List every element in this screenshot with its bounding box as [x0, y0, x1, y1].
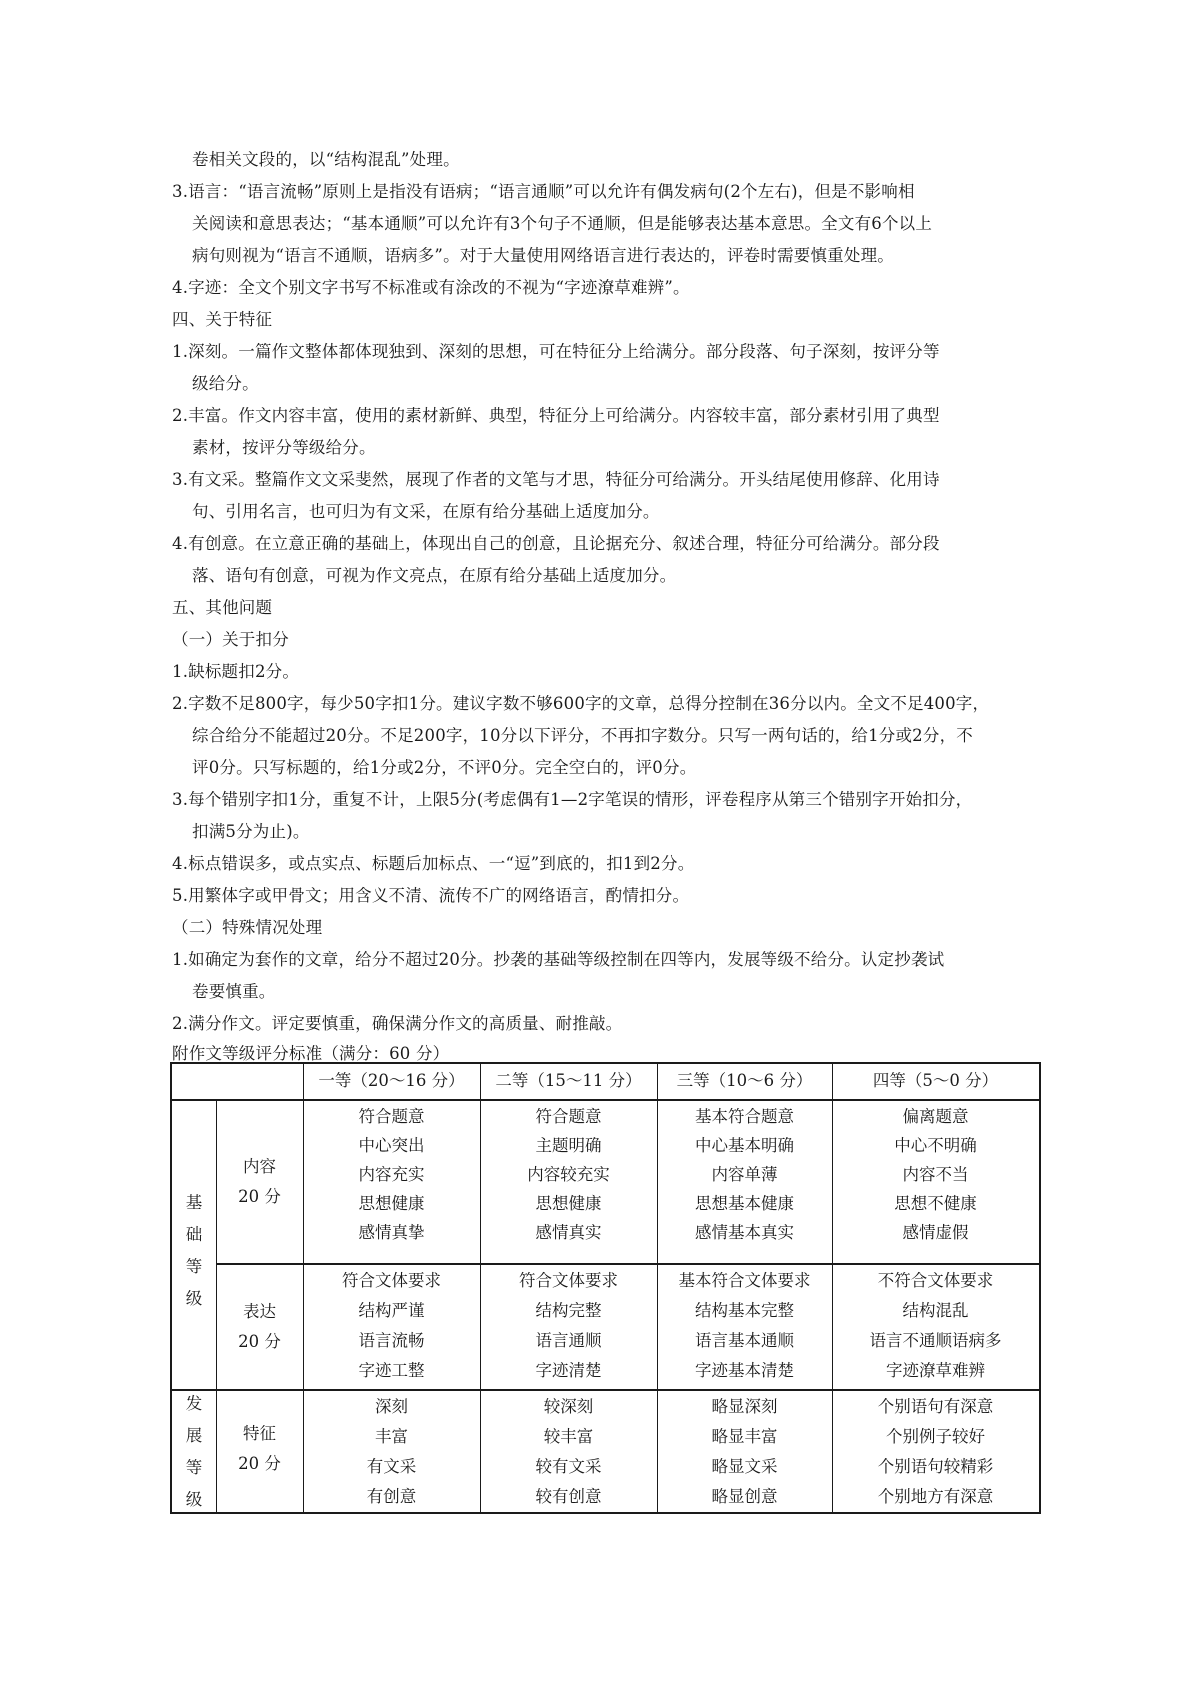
- criteria-item: 字迹基本清楚: [695, 1361, 794, 1380]
- table-caption: 附作文等级评分标准（满分：60 分）: [172, 1044, 450, 1063]
- text-line: 落、语句有创意，可视为作文亮点，在原有给分基础上适度加分。: [192, 566, 677, 585]
- subsection-heading: （二）特殊情况处理: [172, 918, 323, 937]
- criteria-item: 较有创意: [535, 1487, 602, 1506]
- group-label-basic: [174, 1187, 214, 1315]
- criteria-cell: [303, 1392, 480, 1512]
- criteria-item: 感情虚假: [902, 1223, 969, 1242]
- criteria-item: 字迹清楚: [535, 1361, 602, 1380]
- section-heading: 四、关于特征: [172, 310, 273, 329]
- table-divider: [172, 1389, 1039, 1391]
- text-line: 2.字数不足800字，每少50字扣1分。建议字数不够600字的文章，总得分控制在36分以内。全文不足400字，: [172, 694, 990, 713]
- row-label-score: 20 分: [238, 1332, 281, 1351]
- text-line: 2.丰富。作文内容丰富，使用的素材新鲜、典型，特征分上可给满分。内容较丰富，部分素材引用了典型: [172, 406, 940, 425]
- criteria-item: 中心突出: [358, 1136, 425, 1155]
- row-label-score: 20 分: [238, 1187, 281, 1206]
- header-grade-4: 四等（5～0 分）: [872, 1071, 999, 1090]
- text-line: 4.标点错误多，或点实点、标题后加标点、一“逗”到底的，扣1到2分。: [172, 854, 695, 873]
- text-line: 2.满分作文。评定要慎重，确保满分作文的高质量、耐推敲。: [172, 1014, 623, 1033]
- text-line: 3.有文采。整篇作文文采斐然，展现了作者的文笔与才思，特征分可给满分。开头结尾使用修辞、化用诗: [172, 470, 940, 489]
- row-label-content: [216, 1152, 303, 1212]
- row-label-text: 内容: [243, 1157, 276, 1176]
- criteria-cell: [657, 1392, 832, 1512]
- group-char: 等: [185, 1257, 203, 1276]
- header-grade-2: 二等（15～11 分）: [495, 1071, 642, 1090]
- criteria-item: 语言通顺: [535, 1331, 602, 1350]
- criteria-item: 有文采: [366, 1457, 417, 1476]
- row-label-text: 特征: [243, 1424, 276, 1443]
- criteria-item: 略显文采: [711, 1457, 778, 1476]
- criteria-item: 内容较充实: [527, 1165, 610, 1184]
- row-label-score: 20 分: [238, 1454, 281, 1473]
- criteria-cell: [480, 1266, 657, 1386]
- row-label-feature: [216, 1419, 303, 1479]
- text-line: 关阅读和意思表达；“基本通顺”可以允许有3个句子不通顺，但是能够表达基本意思。全文有6个以上: [192, 214, 933, 233]
- text-line: 卷相关文段的，以“结构混乱”处理。: [192, 150, 460, 169]
- criteria-cell: [657, 1266, 832, 1386]
- text-line: 级给分。: [192, 374, 259, 393]
- criteria-item: 语言流畅: [358, 1331, 425, 1350]
- text-line: 卷要慎重。: [192, 982, 276, 1001]
- row-label-expression: [216, 1297, 303, 1357]
- group-char: 础: [185, 1225, 203, 1244]
- criteria-item: 基本符合文体要求: [678, 1271, 811, 1290]
- criteria-cell: [480, 1392, 657, 1512]
- row-label-text: 表达: [243, 1302, 276, 1321]
- criteria-item: 字迹潦草难辨: [886, 1361, 985, 1380]
- criteria-item: 符合题意: [358, 1107, 425, 1126]
- criteria-cell: [832, 1102, 1039, 1247]
- criteria-cell: [657, 1102, 832, 1247]
- criteria-item: 结构严谨: [358, 1301, 425, 1320]
- text-line: 3.每个错别字扣1分，重复不计，上限5分(考虑偶有1—2字笔误的情形，评卷程序从第三个错别字开始扣分，: [172, 790, 973, 809]
- grading-table: [170, 1062, 1041, 1514]
- criteria-item: 内容单薄: [711, 1165, 778, 1184]
- criteria-item: 略显创意: [711, 1487, 778, 1506]
- criteria-item: 较丰富: [543, 1427, 594, 1446]
- criteria-item: 字迹工整: [358, 1361, 425, 1380]
- criteria-item: 感情真挚: [358, 1223, 425, 1242]
- text-line: 1.如确定为套作的文章，给分不超过20分。抄袭的基础等级控制在四等内，发展等级不给分。认定抄袭试: [172, 950, 945, 969]
- section-heading: 五、其他问题: [172, 598, 273, 617]
- criteria-item: 个别地方有深意: [877, 1487, 994, 1506]
- text-line: 病句则视为“语言不通顺，语病多”。对于大量使用网络语言进行表达的，评卷时需要慎重处理。: [192, 246, 894, 265]
- text-line: 扣满5分为止)。: [192, 822, 310, 841]
- criteria-item: 思想健康: [358, 1194, 425, 1213]
- text-line: 5.用繁体字或甲骨文；用含义不清、流传不广的网络语言，酌情扣分。: [172, 886, 690, 905]
- criteria-item: 内容不当: [902, 1165, 969, 1184]
- group-char: 基: [185, 1193, 203, 1212]
- group-char: 级: [185, 1289, 203, 1308]
- group-char: 级: [185, 1490, 203, 1509]
- criteria-item: 偏离题意: [902, 1107, 969, 1126]
- criteria-item: 较有文采: [535, 1457, 602, 1476]
- criteria-item: 思想基本健康: [695, 1194, 794, 1213]
- criteria-item: 深刻: [375, 1397, 408, 1416]
- table-divider: [216, 1263, 1039, 1265]
- text-line: 1.深刻。一篇作文整体都体现独到、深刻的思想，可在特征分上给满分。部分段落、句子深刻，按评分等: [172, 342, 940, 361]
- criteria-cell: [303, 1102, 480, 1247]
- text-line: 4.有创意。在立意正确的基础上，体现出自己的创意，且论据充分、叙述合理，特征分可给满分。部分段: [172, 534, 940, 553]
- criteria-item: 符合文体要求: [342, 1271, 441, 1290]
- criteria-item: 结构基本完整: [695, 1301, 794, 1320]
- text-line: 评0分。只写标题的，给1分或2分，不评0分。完全空白的，评0分。: [192, 758, 697, 777]
- criteria-item: 不符合文体要求: [877, 1271, 994, 1290]
- criteria-item: 基本符合题意: [695, 1107, 794, 1126]
- criteria-item: 结构完整: [535, 1301, 602, 1320]
- criteria-item: 有创意: [366, 1487, 417, 1506]
- text-line: 素材，按评分等级给分。: [192, 438, 376, 457]
- criteria-item: 较深刻: [543, 1397, 594, 1416]
- criteria-item: 语言不通顺语病多: [869, 1331, 1002, 1350]
- criteria-item: 略显深刻: [711, 1397, 778, 1416]
- criteria-item: 感情真实: [535, 1223, 602, 1242]
- group-char: 展: [185, 1426, 203, 1445]
- group-char: 等: [185, 1458, 203, 1477]
- criteria-item: 感情基本真实: [695, 1223, 794, 1242]
- criteria-item: 丰富: [375, 1427, 408, 1446]
- text-line: 1.缺标题扣2分。: [172, 662, 300, 681]
- criteria-cell: [480, 1102, 657, 1247]
- criteria-item: 思想不健康: [894, 1194, 977, 1213]
- criteria-item: 个别语句有深意: [877, 1397, 994, 1416]
- header-grade-3: 三等（10～6 分）: [676, 1071, 813, 1090]
- criteria-item: 结构混乱: [902, 1301, 969, 1320]
- criteria-item: 中心不明确: [894, 1136, 977, 1155]
- criteria-item: 主题明确: [535, 1136, 602, 1155]
- header-grade-1: 一等（20～16 分）: [318, 1071, 465, 1090]
- criteria-cell: [832, 1266, 1039, 1386]
- text-line: 4.字迹：全文个别文字书写不标准或有涂改的不视为“字迹潦草难辨”。: [172, 278, 690, 297]
- criteria-cell: [303, 1266, 480, 1386]
- criteria-item: 个别语句较精彩: [877, 1457, 994, 1476]
- text-line: 句、引用名言，也可归为有文采，在原有给分基础上适度加分。: [192, 502, 660, 521]
- text-line: 综合给分不能超过20分。不足200字，10分以下评分，不再扣字数分。只写一两句话的，给1分或2分，不: [192, 726, 973, 745]
- criteria-item: 内容充实: [358, 1165, 425, 1184]
- criteria-item: 略显丰富: [711, 1427, 778, 1446]
- table-divider: [172, 1099, 1039, 1101]
- criteria-item: 思想健康: [535, 1194, 602, 1213]
- criteria-item: 个别例子较好: [886, 1427, 985, 1446]
- criteria-cell: [832, 1392, 1039, 1512]
- subsection-heading: （一）关于扣分: [172, 630, 289, 649]
- group-char: 发: [185, 1394, 203, 1413]
- criteria-item: 符合文体要求: [519, 1271, 618, 1290]
- criteria-item: 语言基本通顺: [695, 1331, 794, 1350]
- text-line: 3.语言：“语言流畅”原则上是指没有语病；“语言通顺”可以允许有偶发病句(2个左右)，但是不影响相: [172, 182, 915, 201]
- group-label-development: [174, 1388, 214, 1516]
- criteria-item: 中心基本明确: [695, 1136, 794, 1155]
- criteria-item: 符合题意: [535, 1107, 602, 1126]
